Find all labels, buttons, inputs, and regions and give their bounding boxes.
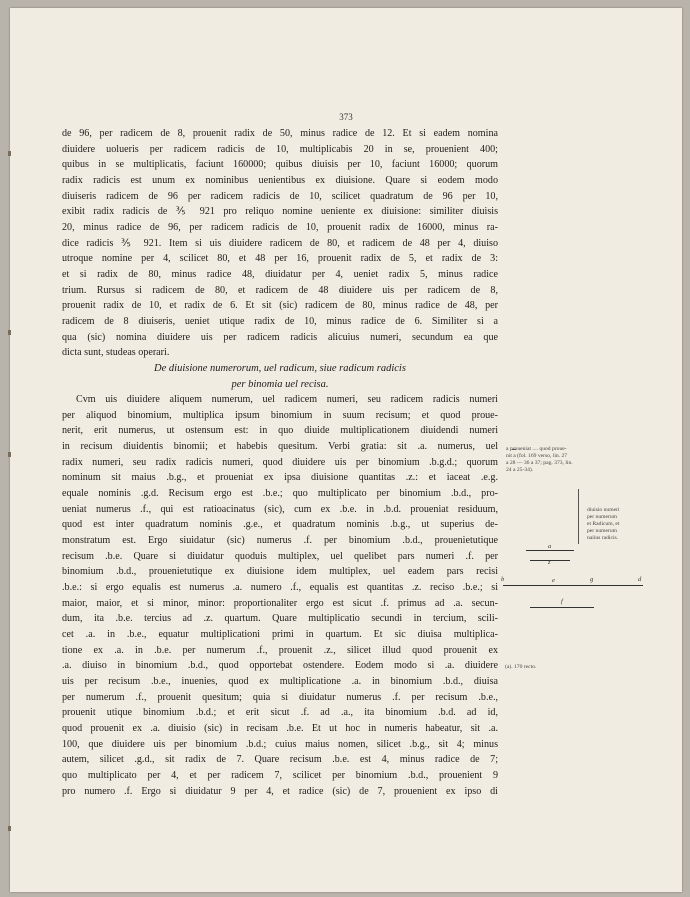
text-line: prouenit radix de 10, et radix de 6. Et sit (sic) radicem de 80, minus radice de 48, per xyxy=(62,300,498,312)
text-line: exibit radix radicis de ⅗ 921 pro reliquo nomine ueniente ex diuisione: similiter diuisis xyxy=(62,206,498,218)
label-f: f xyxy=(561,598,563,605)
note-line: per numerum xyxy=(587,528,617,534)
note-line: naiius radicis. xyxy=(587,535,619,541)
note-line: a 28 — 36 a 37; pag. 373, lin. xyxy=(506,460,573,466)
text-line: in recisum diuidentis binomii; et habebis quesitum. Verbi gratia: sit .a. numerus, uel xyxy=(62,441,498,453)
section-heading xyxy=(62,361,498,392)
edge-mark xyxy=(8,826,11,831)
label-g: g xyxy=(590,576,594,583)
text-line: trium. Rursus si radicem de 80, et radicem de 48 diuidere uis per radicem de 8, xyxy=(62,284,498,296)
book-page xyxy=(10,8,682,892)
heading-line: De diuisione numerorum, uel radicum, siue radicum radicis xyxy=(154,362,406,374)
note-line: (a). 170 recto. xyxy=(505,664,537,670)
note-line: 24 a 25-34). xyxy=(506,467,534,473)
label-e: e xyxy=(552,577,555,584)
label-a: a xyxy=(548,543,552,550)
label-z: z xyxy=(548,559,551,566)
text-line: Cvm uis diuidere aliquem numerum, uel radicem numeri, seu radicem radicis numeri xyxy=(76,394,498,406)
margin-note-variant xyxy=(506,446,656,474)
text-line: radicem de 8 diuiseris, ueniet utique radix de 10, minus radice de 6. Similiter si a xyxy=(62,315,498,327)
text-line: pro numero .f. Ergo si diuidatur 9 per 4, et radice (sic) de 7, prouenient ex ipso di xyxy=(62,785,498,797)
text-line: quibus in se multiplicatis, faciunt 160000; quibus diuisis per 10, faciunt 16000; quorum xyxy=(62,159,498,171)
text-line: .a. diuiso in binomium .b.d., quod opportebat ostendere. Eodem modo si .a. diuidere xyxy=(62,660,498,672)
text-line: dicta sunt, studeas operari. xyxy=(62,347,170,359)
text-line: dice radicis ⅗ 921. Item si uis diuidere radicem de 80, et radicem de 48 per 4, diuiso xyxy=(62,237,498,249)
text-line: nerit, erit numerus, ut ostensum est: in quo diuide multiplicationem diuidendi numeri xyxy=(62,425,498,437)
text-line: binomium .b.d., prouenietutique ex diuisione idem multiplex, uel eadem pars recisi xyxy=(62,566,498,578)
margin-note-folio xyxy=(505,664,605,671)
text-line: monstratum est. Ergo siuidatur (sic) numerus .f. per binomium .b.d., prouenietutique xyxy=(62,535,498,547)
segment-a xyxy=(526,550,574,551)
edge-mark xyxy=(8,452,11,457)
text-line: cet .a. in .b.e., equatur multiplicationi primi in quartum. Et sic diuisa multiplica- xyxy=(62,629,498,640)
text-line: quod est inter quadratum nominis .g.e., et quadratum nominis .b.g., ut superius de- xyxy=(62,519,498,531)
text-line: 20, minus radice de 96, per radicem radicis de 10, prouenit radix de 16000, minus ra- xyxy=(62,221,498,233)
text-line: de 96, per radicem de 8, prouenit radix de 50, minus radice de 12. Et si eadem nomina xyxy=(62,128,498,139)
text-line: 100, que diuidere uis per binomium .b.d.; cuius maius nomen, silicet .b.g., sit 4; minus xyxy=(62,738,498,750)
text-line: per numerum .f., prouenit quesitum; quia si diuidatur numerus .f. per recisum .b.e., xyxy=(62,691,498,703)
text-line: radix radicis est unum ex nominibus uenientibus ex diuisione. Quare si eodem modo xyxy=(62,174,498,186)
text-line: autem, silicet .g.d., sit radix de 7. Quare recisum .b.e. est 4, minus radice de 7; xyxy=(62,754,498,766)
text-line: quo multiplicato per 4, et per radicem 7, scilicet per binomium .b.d., prouenient 9 xyxy=(62,769,498,781)
text-line: uis per recisum .b.e., inuenies, quod ex multiplicatione .a. in binomium .b.d., diuisa xyxy=(62,675,498,687)
label-d: d xyxy=(638,576,642,583)
margin-note-topic xyxy=(587,507,667,542)
text-line: diuidere uolueris per radicem radicis de 10, multiplicabis 20 in se, prouenient 400; xyxy=(62,143,498,155)
text-line: dum, ita .b.e. tercius ad .z. quartum. Quare multiplicatio secundi in tercium, scili- xyxy=(62,613,498,625)
text-line: equale nominis .g.d. Recisum ergo est .b.e.; quo multiplicato per binomium .b.d., pro- xyxy=(62,488,498,500)
label-b: b xyxy=(501,576,505,583)
text-line: utroque nomine per 4, scilicet 80, et 48 per 16, prouenit radix de 5, et radix de 3: xyxy=(62,253,498,265)
text-line: maior, maior, et si minor, minor: proportionaliter ergo est sicut .f. primus ad .a. secun- xyxy=(62,597,498,609)
paragraph-2 xyxy=(62,392,498,799)
text-line: diuiseris radicem de 96 per radicem radicis de 10, scilicet quadratum de 96 per 10, xyxy=(62,190,498,202)
text-line: quod prouenit ex .a. diuisio (sic) in recisam .b.e. Et ut hoc in numeris habeatur, sit .a. xyxy=(62,722,498,734)
text-line: per aliquod binomium, multiplica ipsum binomium in suum recisum; et quod proue- xyxy=(62,409,498,421)
note-line: nit a (fol. 169 verso, lin. 27 xyxy=(506,453,568,459)
text-line: radix numeri, seu radix radicis numeri, quod diuidere uis per binomium .b.g.d.; quorum xyxy=(62,456,498,468)
main-text xyxy=(62,126,498,799)
text-line: prouenit utique binomium .b.d.; et erit sicut .f. ad .a., ita binomium .b.d. ad id, xyxy=(62,707,498,719)
text-line: nominum sit maius .b.g., et proueniat ex ipsa diuisione quantitas .z.: et iaceat .e.g. xyxy=(62,472,498,484)
margin-bracket xyxy=(578,489,579,544)
text-line: .b.e.: si ergo equalis est numerus .a. numero .f., equalis est quantitas .z. reciso .b.e.; si xyxy=(62,582,498,594)
text-line: recisum .b.e. Quare si diuidatur quoduis multiplex, uel quelibet pars numeri .f. per xyxy=(62,550,498,562)
text-line: ueniat numerus .f., qui est ratioacinatus (sic), cum ex .b.e. in .b.d. proueniat residuum, xyxy=(62,503,498,515)
note-line: diuisio numeri xyxy=(587,507,620,513)
note-line: per numerum xyxy=(587,514,617,520)
text-line: tione ex .a. in .b.e. per numerum .f., prouenit .z., silicet illud quod prouenit ex xyxy=(62,644,498,656)
text-line: et si radix de 80, minus radice 48, diuidatur per 4, ueniet radix 5, minus radice xyxy=(62,268,498,280)
edge-mark xyxy=(8,330,11,335)
page-number: 373 xyxy=(339,112,353,122)
text-line: qua (sic) nomina diuidere uis per radicem radicis alicuius numeri, secundum ea que xyxy=(62,331,498,343)
note-line: a proueniat .... quod proue- xyxy=(506,446,567,452)
edge-mark xyxy=(8,151,11,156)
segment-bd xyxy=(503,585,643,586)
paragraph-1 xyxy=(62,126,498,361)
heading-line: per binomia uel recisa. xyxy=(231,378,329,390)
note-line: et Radicum, et xyxy=(587,521,620,527)
segment-f xyxy=(530,607,594,608)
